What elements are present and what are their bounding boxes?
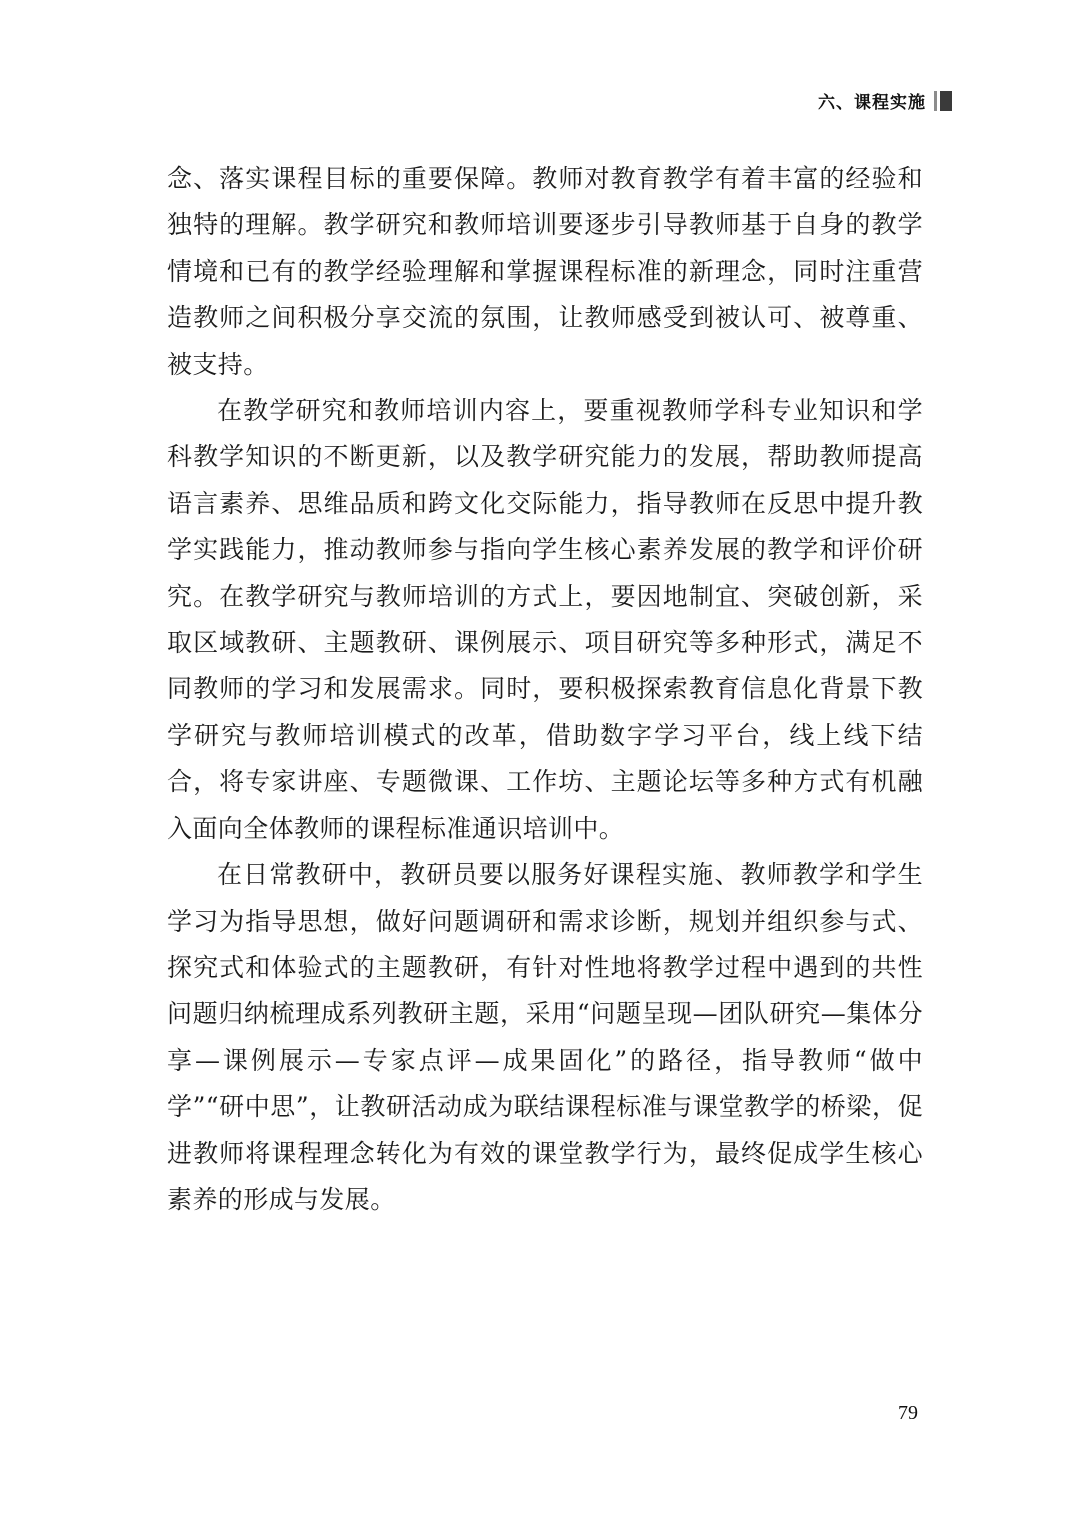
section-title: 六、课程实施 — [818, 93, 926, 113]
running-header — [818, 88, 952, 113]
paragraph-1: 念、落实课程目标的重要保障。教师对教育教学有着丰富的经验和独特的理解。教学研究和教师培训要逐步引导教师基于自身的教学情境和已有的教学经验理解和掌握课程标准的新理念，同时注重营造教师之间积极分享交流的氛围，让教师感受到被认可、被尊重、被支持。 — [167, 164, 923, 379]
paragraph-3: 在日常教研中，教研员要以服务好课程实施、教师教学和学生学习为指导思想，做好问题调研和需求诊断，规划并组织参与式、探究式和体验式的主题教研，有针对性地将教学过程中遇到的共性问题归纳梳理成系列教研主题，采用“问题呈现—团队研究—集体分享—课例展示—专家点评—成果固化”的路径，指导教师“做中学”“研中思”，让教研活动成为联结课程标准与课堂教学的桥梁，促进教师将课程理念转化为有效的课堂教学行为，最终促成学生核心素养的形成与发展。 — [167, 860, 923, 1214]
header-bar-thin — [934, 91, 937, 111]
header-decoration — [934, 91, 952, 111]
body-text — [167, 156, 923, 1223]
page-number: 79 — [898, 1402, 918, 1424]
header-bar-thick — [940, 91, 952, 111]
paragraph-2: 在教学研究和教师培训内容上，要重视教师学科专业知识和学科教学知识的不断更新，以及教学研究能力的发展，帮助教师提高语言素养、思维品质和跨文化交际能力，指导教师在反思中提升教学实践能力，推动教师参与指向学生核心素养发展的教学和评价研究。在教学研究与教师培训的方式上，要因地制宜、突破创新，采取区域教研、主题教研、课例展示、项目研究等多种形式，满足不同教师的学习和发展需求。同时，要积极探索教育信息化背景下教学研究与教师培训模式的改革，借助数字学习平台，线上线下结合，将专家讲座、专题微课、工作坊、主题论坛等多种方式有机融入面向全体教师的课程标准通识培训中。 — [167, 396, 923, 843]
